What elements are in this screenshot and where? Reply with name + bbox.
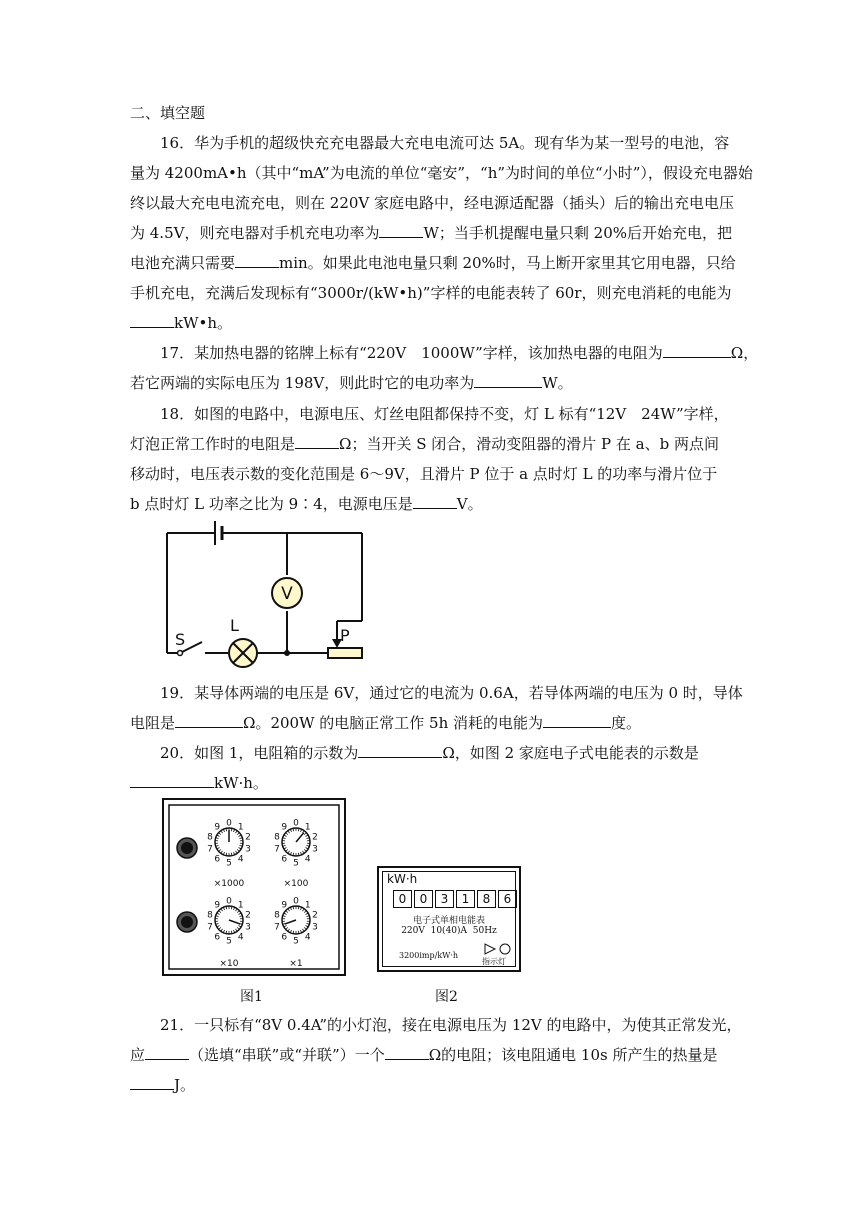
voltmeter-icon bbox=[272, 578, 302, 608]
q17-text-2b: W。 bbox=[542, 374, 573, 392]
q16-text-7b: kW•h。 bbox=[174, 314, 233, 332]
dial-scale-digit: 1 bbox=[237, 822, 244, 833]
q17-blank-resistance[interactable] bbox=[663, 343, 731, 358]
q16-line-1: 16．华为手机的超级快充充电器最大充电电流可达 5A。现有华为某一型号的电池，容 bbox=[160, 134, 730, 152]
q18-text-2b: Ω；当开关 S 闭合，滑动变阻器的滑片 P 在 a、b 两点间 bbox=[339, 435, 719, 453]
slider-label: P bbox=[340, 626, 350, 645]
q21-text-3b: J。 bbox=[174, 1076, 196, 1094]
q20-blank-resistance[interactable] bbox=[358, 743, 442, 758]
dial-scale-digit: 8 bbox=[274, 910, 280, 921]
q16-text-4b: W；当手机提醒电量只剩 20%后开始充电，把 bbox=[423, 224, 732, 242]
q19-blank-energy[interactable] bbox=[543, 713, 611, 728]
dial-scale-digit: 6 bbox=[281, 854, 288, 865]
lamp-icon bbox=[229, 639, 257, 667]
dial-scale-digit: 8 bbox=[207, 832, 213, 843]
dial-scale-digit: 9 bbox=[214, 900, 221, 911]
q18-text-2a: 灯泡正常工作时的电阻是 bbox=[130, 435, 296, 453]
dial-scale-digit: 1 bbox=[237, 900, 244, 911]
switch-label: S bbox=[175, 630, 186, 649]
q21-text-2c: Ω的电阻；该电阻通电 10s 所产生的热量是 bbox=[428, 1046, 718, 1064]
meter-digit: 8 bbox=[477, 890, 496, 908]
dial-scale-digit: 0 bbox=[226, 818, 232, 829]
lamp-label: L bbox=[230, 616, 239, 635]
dial-scale-digit: 3 bbox=[245, 844, 251, 855]
dial-scale-digit: 2 bbox=[312, 832, 318, 843]
dial-scale-digit: 4 bbox=[237, 854, 244, 865]
dial-scale-digit: 2 bbox=[245, 832, 251, 843]
dial-multiplier-1: ×1 bbox=[289, 959, 303, 969]
dial-scale-digit: 2 bbox=[312, 910, 318, 921]
voltmeter-label: V bbox=[281, 584, 293, 604]
dial-scale-digit: 4 bbox=[304, 932, 311, 943]
q18-blank-resistance[interactable] bbox=[295, 434, 339, 449]
meter-digit: 6 bbox=[498, 890, 517, 908]
q16-line-2: 量为 4200mA•h（其中“mA”为电流的单位“毫安”，“h”为时间的单位“小时”），假设充电器始 bbox=[130, 164, 753, 182]
q18-text-4a: b 点时灯 L 功率之比为 9∶4，电源电压是 bbox=[130, 495, 413, 513]
meter-digit: 3 bbox=[435, 890, 454, 908]
q19-line-1: 19．某导体两端的电压是 6V，通过它的电流为 0.6A，若导体两端的电压为 0 时，导体 bbox=[160, 684, 743, 702]
resistance-box-figure bbox=[162, 798, 346, 976]
dial-scale-digit: 0 bbox=[293, 896, 299, 907]
q19-text-2c: 度。 bbox=[611, 714, 642, 732]
meter-digits bbox=[393, 890, 517, 908]
dial-scale-digit: 3 bbox=[245, 922, 251, 933]
dial-scale-digit: 6 bbox=[281, 932, 288, 943]
terminal-icon bbox=[177, 838, 197, 858]
q16-line-4 bbox=[130, 223, 732, 243]
section-title: 二、填空题 bbox=[130, 104, 206, 122]
q19-text-2a: 电阻是 bbox=[130, 714, 176, 732]
dial-scale-digit: 1 bbox=[304, 822, 311, 833]
terminal-icon bbox=[177, 912, 197, 932]
dial-scale-digit: 6 bbox=[214, 932, 221, 943]
q18-blank-voltage[interactable] bbox=[413, 494, 457, 509]
dial-scale-digit: 4 bbox=[304, 854, 311, 865]
dial-scale-digit: 0 bbox=[226, 896, 232, 907]
q17-text-1a: 17．某加热电器的铭牌上标有“220V 1000W”字样，该加热电器的电阻为 bbox=[160, 344, 663, 362]
junction-dot bbox=[284, 650, 290, 656]
q17-line-1 bbox=[160, 343, 758, 363]
dial-scale-digit: 3 bbox=[312, 922, 318, 933]
q21-blank-resistance[interactable] bbox=[385, 1045, 429, 1060]
meter-digit: 0 bbox=[414, 890, 433, 908]
q18-line-1: 18．如图的电路中，电源电压、灯丝电阻都保持不变，灯 L 标有“12V 24W”字样， bbox=[160, 405, 729, 423]
dial-scale-digit: 7 bbox=[274, 844, 280, 855]
dial-multiplier-100: ×100 bbox=[283, 879, 309, 889]
dial-scale-digit: 9 bbox=[214, 822, 221, 833]
q19-blank-resistance[interactable] bbox=[175, 713, 243, 728]
q16-line-5 bbox=[130, 253, 736, 273]
dial-scale-digit: 4 bbox=[237, 932, 244, 943]
q16-line-7 bbox=[130, 313, 232, 333]
q16-blank-power[interactable] bbox=[379, 223, 423, 238]
q18-line-3: 移动时，电压表示数的变化范围是 6～9V，且滑片 P 位于 a 点时灯 L 的功率与滑片位于 bbox=[130, 465, 718, 483]
dial-scale-digit: 9 bbox=[281, 900, 288, 911]
q21-text-2b: （选填“串联”或“并联”）一个 bbox=[189, 1046, 385, 1064]
dial-scale-digit: 5 bbox=[293, 858, 299, 869]
q19-line-2 bbox=[130, 713, 641, 733]
dial-multiplier-1000: ×1000 bbox=[213, 879, 245, 889]
figure-1-caption: 图1 bbox=[240, 989, 263, 1005]
switch-terminal-icon bbox=[178, 651, 183, 656]
dial-scale-digit: 1 bbox=[304, 900, 311, 911]
dial-scale-digit: 7 bbox=[207, 844, 213, 855]
dial-scale-digit: 8 bbox=[274, 832, 280, 843]
q21-line-3 bbox=[130, 1075, 195, 1095]
dial-scale-digit: 5 bbox=[226, 936, 232, 947]
dial-scale-digit: 7 bbox=[207, 922, 213, 933]
meter-imp: 3200imp/kW·h bbox=[399, 951, 459, 960]
dial-scale-digit: 5 bbox=[226, 858, 232, 869]
q21-line-1: 21．一只标有“8V 0.4A”的小灯泡，接在电源电压为 12V 的电路中，为使其正常发光， bbox=[160, 1016, 742, 1034]
q20-text-2b: kW·h。 bbox=[214, 774, 268, 792]
q21-blank-heat[interactable] bbox=[130, 1075, 174, 1090]
meter-spec: 220V 10(40)A 50Hz bbox=[401, 926, 497, 936]
meter-digit: 0 bbox=[393, 890, 412, 908]
dial-scale-digit: 7 bbox=[274, 922, 280, 933]
q17-text-1b: Ω， bbox=[730, 344, 759, 362]
dial-scale-digit: 2 bbox=[245, 910, 251, 921]
dial-scale-digit: 5 bbox=[293, 936, 299, 947]
q19-text-2b: Ω。200W 的电脑正常工作 5h 消耗的电能为 bbox=[243, 714, 544, 732]
q21-blank-connection[interactable] bbox=[145, 1045, 189, 1060]
indicator-lamp-label: 指示灯 bbox=[482, 957, 506, 966]
dial-scale-digit: 3 bbox=[312, 844, 318, 855]
q16-line-3: 终以最大充电电流充电，则在 220V 家庭电路中，经电源适配器（插头）后的输出充电电压 bbox=[130, 194, 735, 212]
q18-line-4 bbox=[130, 494, 483, 514]
q16-blank-energy[interactable] bbox=[130, 313, 174, 328]
dial-multiplier-10: ×10 bbox=[219, 959, 239, 969]
meter-name: 电子式单相电能表 bbox=[412, 916, 485, 926]
q16-text-4a: 为 4.5V，则充电器对手机充电功率为 bbox=[130, 224, 380, 242]
dial-scale-digit: 9 bbox=[281, 822, 288, 833]
dial-scale-digit: 0 bbox=[293, 818, 299, 829]
meter-digit: 1 bbox=[456, 890, 475, 908]
figure-2-caption: 图2 bbox=[435, 989, 458, 1005]
dial-scale-digit: 8 bbox=[207, 910, 213, 921]
q20-blank-meter[interactable] bbox=[130, 773, 214, 788]
battery-icon bbox=[215, 521, 222, 545]
q16-line-6: 手机充电，充满后发现标有“3000r/(kW•h)”字样的电能表转了 60r，则充电消耗的电能为 bbox=[130, 284, 732, 302]
circuit-diagram bbox=[150, 515, 380, 675]
q21-text-2a: 应 bbox=[130, 1046, 146, 1064]
energy-meter-figure bbox=[377, 866, 521, 972]
q16-text-5a: 电池充满只需要 bbox=[130, 254, 236, 272]
indicator-lamp-icon bbox=[483, 942, 515, 956]
q17-line-2 bbox=[130, 373, 573, 393]
q16-text-5b: min。如果此电池电量只剩 20%时，马上断开家里其它用电器，只给 bbox=[279, 254, 736, 272]
q18-text-4b: V。 bbox=[456, 495, 483, 513]
dial-scale-digit: 6 bbox=[214, 854, 221, 865]
q18-line-2 bbox=[130, 434, 719, 454]
q16-blank-time[interactable] bbox=[235, 253, 279, 268]
q20-line-2 bbox=[130, 773, 268, 793]
q17-blank-power[interactable] bbox=[474, 373, 542, 388]
q17-text-2a: 若它两端的实际电压为 198V，则此时它的电功率为 bbox=[130, 374, 475, 392]
q20-text-1a: 20．如图 1，电阻箱的示数为 bbox=[160, 744, 359, 762]
meter-unit: kW·h bbox=[387, 872, 418, 886]
q21-line-2 bbox=[130, 1045, 717, 1065]
q20-text-1b: Ω，如图 2 家庭电子式电能表的示数是 bbox=[442, 744, 699, 762]
q20-line-1 bbox=[160, 743, 699, 763]
